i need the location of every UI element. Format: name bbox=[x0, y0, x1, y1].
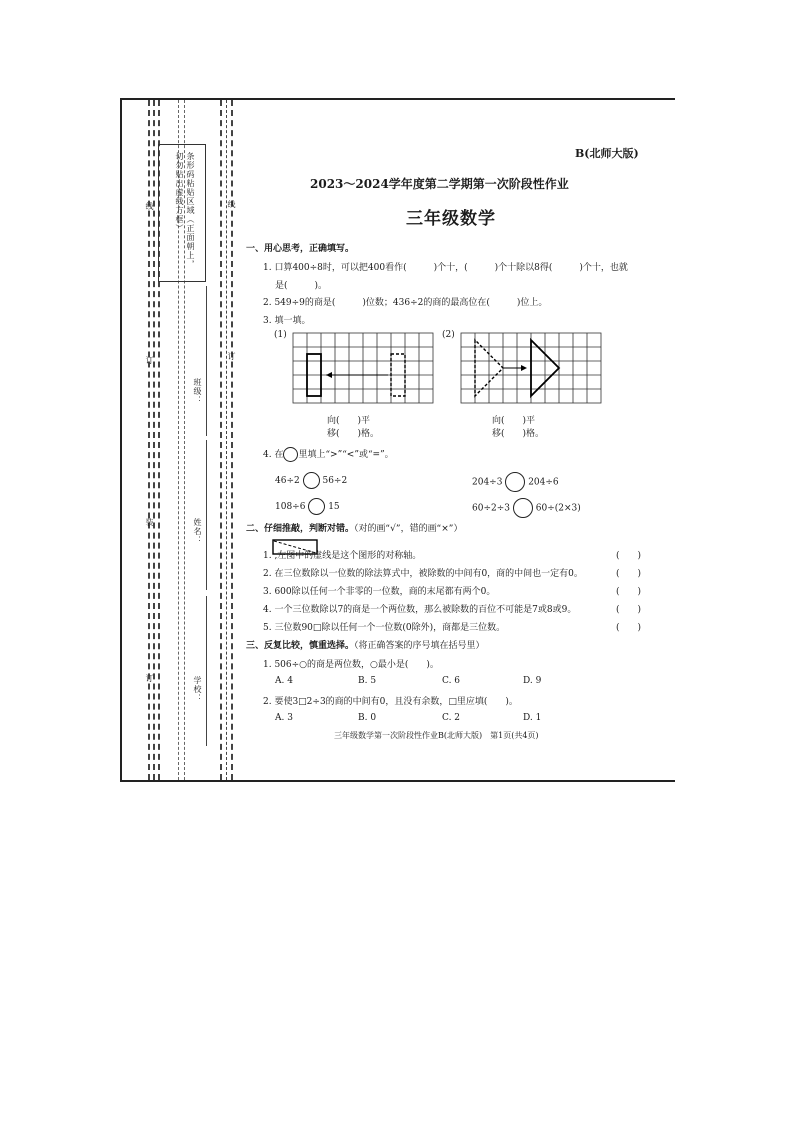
figure2-caption-2: 移( )格。 bbox=[492, 429, 545, 439]
circle-icon bbox=[283, 447, 298, 462]
s1-q1-line2: 是( )。 bbox=[275, 281, 328, 291]
s2-item-2: 2. 在三位数除以一位数的除法算式中，被除数的中间有0，商的中间也一定有0。 bbox=[263, 569, 583, 579]
s1-q3: 3. 填一填。 bbox=[263, 316, 311, 326]
s2-item-5: 5. 三位数90□除以任何一个一位数(0除外)，商都是三位数。 bbox=[263, 623, 506, 633]
class-field[interactable] bbox=[206, 286, 207, 436]
name-label: 姓名： bbox=[193, 518, 202, 545]
s2-answer-4[interactable]: ( ) bbox=[616, 605, 642, 615]
grid-figure-1 bbox=[292, 332, 434, 404]
compare-circle-2[interactable] bbox=[505, 472, 525, 492]
compare-item-2: 204÷3 204÷6 bbox=[472, 472, 559, 492]
s3-q2-option-b[interactable]: B. 0 bbox=[358, 713, 377, 723]
s1-q1-line1: 1. 口算400÷8时，可以把400看作( )个十，( )个十除以8得( )个十，也就 bbox=[263, 263, 628, 273]
s2-answer-2[interactable]: ( ) bbox=[616, 569, 642, 579]
s2-answer-1[interactable]: ( ) bbox=[616, 551, 642, 561]
s3-q1-option-d[interactable]: D. 9 bbox=[523, 676, 542, 686]
school-label: 学校： bbox=[193, 676, 202, 703]
school-field[interactable] bbox=[206, 596, 207, 746]
grid-figure-2 bbox=[460, 332, 602, 404]
s2-item-4: 4. 一个三位数除以7的商是一个两位数，那么被除数的百位不可能是7或8或9。 bbox=[263, 605, 577, 615]
s2-item-3: 3. 600除以任何一个非零的一位数，商的末尾都有两个0。 bbox=[263, 587, 496, 597]
line-char-6: 订 bbox=[227, 352, 236, 361]
s2-answer-3[interactable]: ( ) bbox=[616, 587, 642, 597]
exam-title: 2023～2024学年度第二学期第一次阶段性作业 bbox=[310, 177, 569, 191]
barcode-note: 条形码粘贴区域（正面朝上，切勿贴出虚线方框） bbox=[175, 152, 195, 269]
s2-item-1: 1. ,左图中的虚线是这个图形的对称轴。 bbox=[263, 551, 422, 561]
s3-q1-option-c[interactable]: C. 6 bbox=[442, 676, 461, 686]
line-char-1: 线 bbox=[145, 202, 154, 211]
figure2-label: (2) bbox=[442, 330, 455, 340]
compare-item-4: 60÷2÷3 60÷(2×3) bbox=[472, 498, 581, 518]
s3-q2: 2. 要使3□2÷3的商的中间有0，且没有余数，□里应填( )。 bbox=[263, 697, 518, 707]
figure2-caption-1: 向( )平 bbox=[492, 416, 536, 426]
s3-q1-option-b[interactable]: B. 5 bbox=[358, 676, 377, 686]
s3-q2-option-c[interactable]: C. 2 bbox=[442, 713, 461, 723]
line-char-4: 订 bbox=[145, 674, 154, 683]
page-footer: 三年级数学第一次阶段性作业B(北师大版) 第1页(共4页) bbox=[334, 731, 539, 740]
section3-heading: 三、反复比较，慎重选择。（将正确答案的序号填在括号里） bbox=[246, 641, 485, 651]
section1-heading: 一、用心思考，正确填写。 bbox=[246, 244, 355, 254]
compare-item-3: 108÷6 15 bbox=[275, 498, 340, 515]
compare-circle-1[interactable] bbox=[303, 472, 320, 489]
edition-label: B(北师大版) bbox=[575, 147, 639, 160]
figure1-caption-1: 向( )平 bbox=[327, 416, 371, 426]
figure1-caption-2: 移( )格。 bbox=[327, 429, 380, 439]
line-char-5: 线 bbox=[227, 200, 236, 209]
s3-q1: 1. 506÷○的商是两位数，○最小是( )。 bbox=[263, 660, 439, 670]
line-char-2: 订 bbox=[145, 356, 154, 365]
s3-q1-option-a[interactable]: A. 4 bbox=[275, 676, 293, 686]
q4-prefix: 4. 在 bbox=[263, 450, 284, 460]
section2-heading: 二、仔细推敲，判断对错。（对的画“√”，错的画“×”） bbox=[246, 524, 463, 534]
s2-answer-5[interactable]: ( ) bbox=[616, 623, 642, 633]
q4-suffix: 里填上“>”“<”或“=”。 bbox=[298, 450, 394, 460]
name-field[interactable] bbox=[206, 440, 207, 590]
s1-q4 bbox=[263, 447, 394, 462]
line-char-3: 装 bbox=[145, 518, 154, 527]
s1-q2: 2. 549÷9的商是( )位数；436÷2的商的最高位在( )位上。 bbox=[263, 298, 548, 308]
compare-item-1: 46÷2 56÷2 bbox=[275, 472, 347, 489]
subject-title: 三年级数学 bbox=[406, 209, 496, 229]
s3-q2-option-a[interactable]: A. 3 bbox=[275, 713, 293, 723]
binding-margin bbox=[122, 100, 240, 780]
compare-circle-4[interactable] bbox=[513, 498, 533, 518]
compare-circle-3[interactable] bbox=[308, 498, 325, 515]
s3-q2-option-d[interactable]: D. 1 bbox=[523, 713, 542, 723]
exam-sheet bbox=[120, 98, 675, 782]
class-label: 班级： bbox=[193, 378, 202, 405]
figure1-label: (1) bbox=[274, 330, 287, 340]
